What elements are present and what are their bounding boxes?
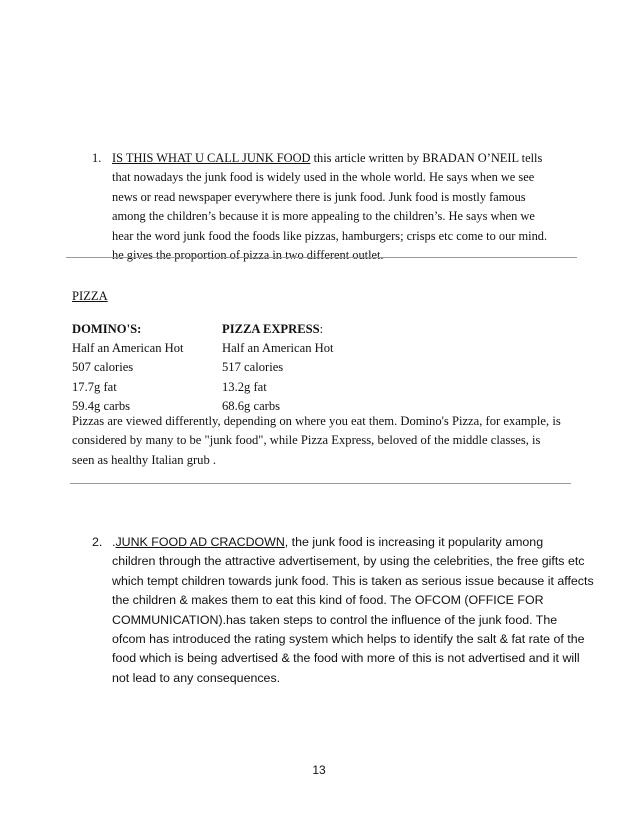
line-text: that nowadays the junk food is widely used in the whole world. He says when we see xyxy=(112,170,535,185)
pizza-express-column xyxy=(222,320,334,416)
line-text: ofcom has introduced the rating system which helps to identify the salt & fat rate of the xyxy=(112,632,585,647)
line-text: Pizzas are viewed differently, depending on where you eat them. Domino's Pizza, for example, is xyxy=(72,414,561,428)
column-line: Half an American Hot xyxy=(222,341,334,356)
line-text: children through the attractive advertisement, by using the celebrities, the free gifts etc xyxy=(112,554,585,569)
line-text: news or read newspaper everywhere there is junk food. Junk food is mostly famous xyxy=(112,189,526,204)
list-item-2 xyxy=(92,533,594,688)
article-title: IS THIS WHAT U CALL JUNK FOOD xyxy=(112,151,311,165)
pizza-comparison xyxy=(72,287,334,413)
column-line: 507 calories xyxy=(72,360,134,375)
column-line: 59.4g carbs xyxy=(72,398,131,413)
list-number: 1. xyxy=(92,151,102,165)
line-prefix: . xyxy=(112,535,116,549)
line-text: not lead to any consequences. xyxy=(112,670,281,685)
line-text: considered by many to be "junk food", while Pizza Express, beloved of the middle classes, is xyxy=(72,433,541,448)
column-heading: DOMINO'S: xyxy=(72,322,142,336)
column-heading-row xyxy=(222,320,334,339)
page-number: 13 xyxy=(312,763,326,777)
line-text: the children & makes them to eat this kind of food. The OFCOM (OFFICE FOR xyxy=(112,593,544,608)
column-line: 68.6g carbs xyxy=(222,398,281,413)
item-first-line xyxy=(112,533,594,552)
list-number: 2. xyxy=(92,535,103,549)
line-text: , the junk food is increasing it popularity among xyxy=(284,535,544,549)
dominos-column xyxy=(72,320,184,416)
list-item-1 xyxy=(92,149,547,265)
line-text: food which is being advertised & the food with more of this is not advertised and it will xyxy=(112,651,580,666)
column-line: 517 calories xyxy=(222,360,284,375)
item-text xyxy=(112,149,547,265)
line-text: seen as healthy Italian grub . xyxy=(72,452,217,467)
line-text: which tempt children towards junk food. This is taken as serious issue because it affects xyxy=(112,573,594,588)
divider xyxy=(66,257,577,258)
line-text: he gives the proportion of pizza in two different outlet. xyxy=(112,248,384,263)
line-text: hear the word junk food the foods like pizzas, hamburgers; crisps etc come to our mind. xyxy=(112,228,548,243)
line-text: among the children’s because it is more appealing to the children’s. He says when we xyxy=(112,209,535,224)
section-heading: PIZZA xyxy=(72,289,108,303)
article-title: JUNK FOOD AD CRACDOWN xyxy=(115,535,285,549)
item-text xyxy=(112,533,594,688)
line-text: COMMUNICATION).has taken steps to control the influence of the junk food. The xyxy=(112,612,558,627)
heading-colon: : xyxy=(319,322,324,336)
column-line: 17.7g fat xyxy=(72,379,117,394)
divider xyxy=(70,483,571,484)
item-first-line xyxy=(112,149,547,168)
column-heading: PIZZA EXPRESS xyxy=(222,322,320,336)
column-line: Half an American Hot xyxy=(72,341,184,356)
pizza-paragraph xyxy=(72,412,561,470)
column-line: 13.2g fat xyxy=(222,379,267,394)
line-text: this article written by BRADAN O’NEIL tells xyxy=(310,151,543,165)
